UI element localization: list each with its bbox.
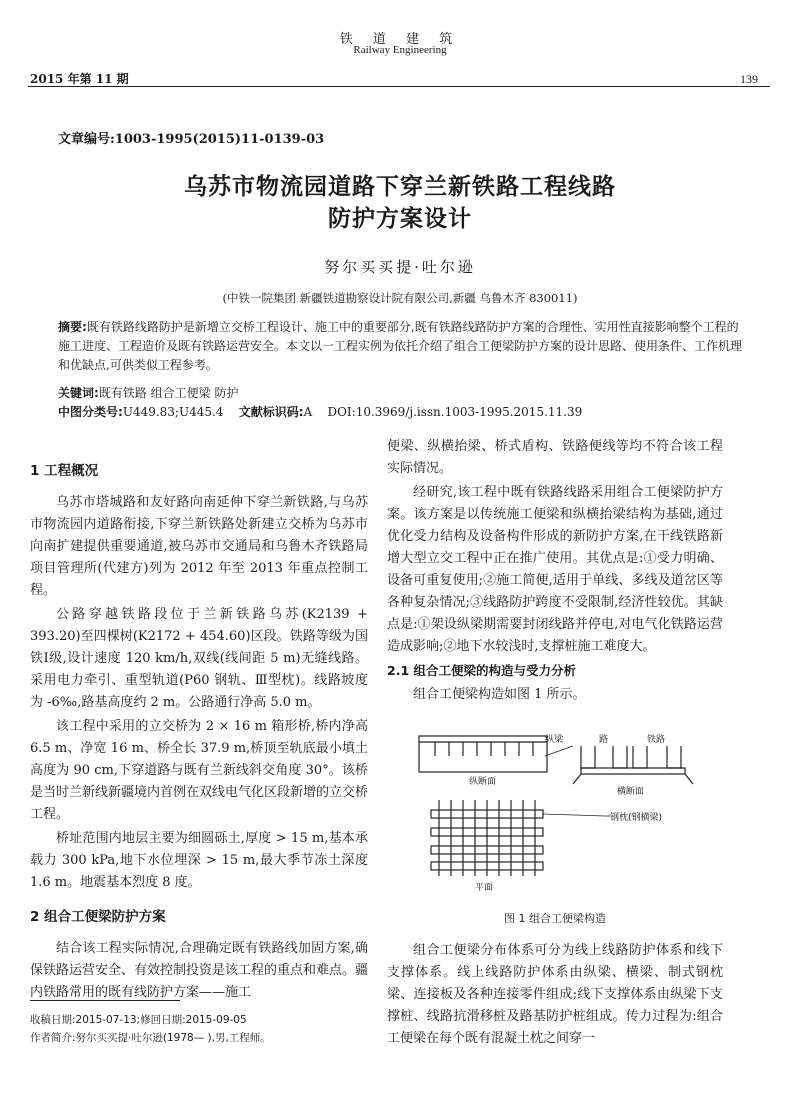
paragraph: 结合该工程实际情况,合理确定既有铁路线加固方案,确保铁路运营安全、有效控制投资是该工程的重点和难点。疆内铁路常用的既有线防护方案——施工 [30, 941, 369, 1000]
abstract [58, 318, 748, 375]
footnote-rule [30, 1000, 180, 1001]
paragraph: 桥址范围内地层主要为细圆砾土,厚度 > 15 m,基本承载力 300 kPa,地下水位埋深 > 15 m,最大季节冻土深度 1.6 m。地震基本烈度 8 度。 [30, 831, 368, 890]
left-column [30, 448, 368, 1006]
label-longitudinal-beam: 纵梁 [545, 735, 564, 745]
keywords-label: 关键词: [58, 386, 99, 400]
label-long-section: 纵断面 [469, 777, 497, 787]
figure-1-caption: 图 1 组合工便梁构造 [504, 912, 606, 925]
keywords-text: 既有铁路 组合工便梁 防护 [98, 386, 239, 400]
doc-code-label: 文献标识码: [238, 405, 304, 419]
paragraph: 乌苏市塔城路和友好路向南延伸下穿兰新铁路,与乌苏市物流园内道路衔接,下穿兰新铁路处新建立交桥为乌苏市向南扩建提供重要通道,被乌苏市交通局和乌鲁木齐铁路局项目管理所(代建方)列为 2012 年至 2013 年重点控制工程。 [30, 495, 368, 598]
classification [58, 403, 748, 422]
paragraph: 便梁、纵横抬梁、桥式盾构、铁路便线等均不符合该工程实际情况。 [387, 439, 723, 476]
right-column-lower [387, 940, 723, 1052]
paragraph: 组合工便梁分布体系可分为线上线路防护体系和线下支撑体系。线上线路防护体系由纵梁、横梁、制式钢枕梁、连接板及各种连接零件组成;线下支撑体系由纵梁下支撑桩、线路抗滑移桩及路基防护桩组成。传力过程为:组合工便梁在每个既有混凝土枕之间穿一 [387, 943, 723, 1046]
label-steel-sleeper: 钢枕(钢横梁) [610, 813, 663, 823]
paragraph: 该工程中采用的立交桥为 2 × 16 m 箱形桥,桥内净高 6.5 m、净宽 16 m、桥全长 37.9 m,桥顶至轨底最小填土高度为 90 cm,下穿道路与既有兰新线斜交角度 30°。该桥是当时兰新线新疆境内首例在双线电气化区段新增的立交桥工程。 [30, 719, 369, 822]
author-bio: 作者简介:努尔买买提·吐尔逊(1978— ),男,工程师。 [30, 1032, 271, 1044]
clc-label: 中图分类号: [58, 405, 123, 419]
clc-value: U449.83;U445.4 [122, 405, 224, 419]
received-dates: 收稿日期:2015-07-13;修回日期:2015-09-05 [30, 1014, 247, 1026]
section-2-heading: 2 组合工便梁防护方案 [30, 909, 166, 925]
paragraph: 公路穿越铁路段位于兰新铁路乌苏(K2139 + 393.20)至四棵树(K2172 + 454.60)区段。铁路等级为国铁Ⅰ级,设计速度 120 km/h,双线(线间距 5 m)无缝线路。采用电力牵引、重型轨道(P60 钢轨、Ⅲ型枕)。线路坡度为 -6‰,路基高度约 2 m。公路通行净高 5.0 m。 [30, 607, 368, 710]
author: 努尔买买提·吐尔逊 [324, 258, 476, 276]
right-column [387, 436, 723, 708]
article-number: 文章编号:1003-1995(2015)11-0139-03 [58, 132, 325, 147]
subsection-2-1-heading: 2.1 组合工便梁的构造与受力分析 [387, 663, 576, 678]
page-number: 139 [740, 72, 758, 86]
section-1-heading: 1 工程概况 [30, 463, 99, 479]
long-section-ribs [435, 742, 533, 756]
label-plan: 平面 [475, 883, 494, 893]
label-cross-section: 横断面 [617, 787, 645, 797]
issue-label: 2015 年第 11 期 [30, 72, 129, 86]
journal-title-en: Railway Engineering [353, 44, 447, 56]
keywords [58, 384, 748, 403]
header-rule [28, 86, 770, 87]
title-line-1: 乌苏市物流园道路下穿兰新铁路工程线路 [184, 174, 616, 200]
plan-view [431, 800, 543, 876]
label-railway: 铁路 [647, 735, 666, 745]
affiliation: (中铁一院集团 新疆铁道勘察设计院有限公司,新疆 乌鲁木齐 830011) [222, 291, 578, 305]
figure-1-diagram [405, 724, 705, 900]
journal-title-zh: 铁 道 建 筑 [339, 32, 461, 47]
paragraph: 组合工便梁构造如图 1 所示。 [413, 687, 586, 702]
title-line-2: 防护方案设计 [328, 206, 472, 232]
paragraph: 经研究,该工程中既有铁路线路采用组合工便梁防护方案。该方案是以传统施工便梁和纵横抬梁结构为基础,通过优化受力结构及设备构件形成的新防护方案,在干线铁路新增大型立交工程中正在推广使用。其优点是:①受力明确、设备可重复使用;②施工简便,适用于单线、多线及道岔区等各种复杂情况;③线路防护跨度不受限制,经济性较优。其缺点是:①架设纵梁期需要封闭线路并停电,对电气化铁路运营造成影响;②地下水较浅时,支撑桩施工难度大。 [387, 485, 723, 654]
doi: DOI:10.3969/j.issn.1003-1995.2015.11.39 [327, 405, 583, 419]
cross-section [573, 746, 693, 784]
abstract-label: 摘要: [58, 320, 87, 334]
abstract-text: 既有铁路线路防护是新增立交桥工程设计、施工中的重要部分,既有铁路线路防护方案的合理性、实用性直接影响整个工程的施工进度、工程造价及既有铁路运营安全。本文以一工程实例为依托介绍了组合工便梁防护方案的设计思路、使用条件、工作机理和优缺点,可供类似工程参考。 [58, 320, 743, 372]
label-road: 路 [599, 735, 609, 745]
doc-code-value: A [303, 405, 313, 419]
